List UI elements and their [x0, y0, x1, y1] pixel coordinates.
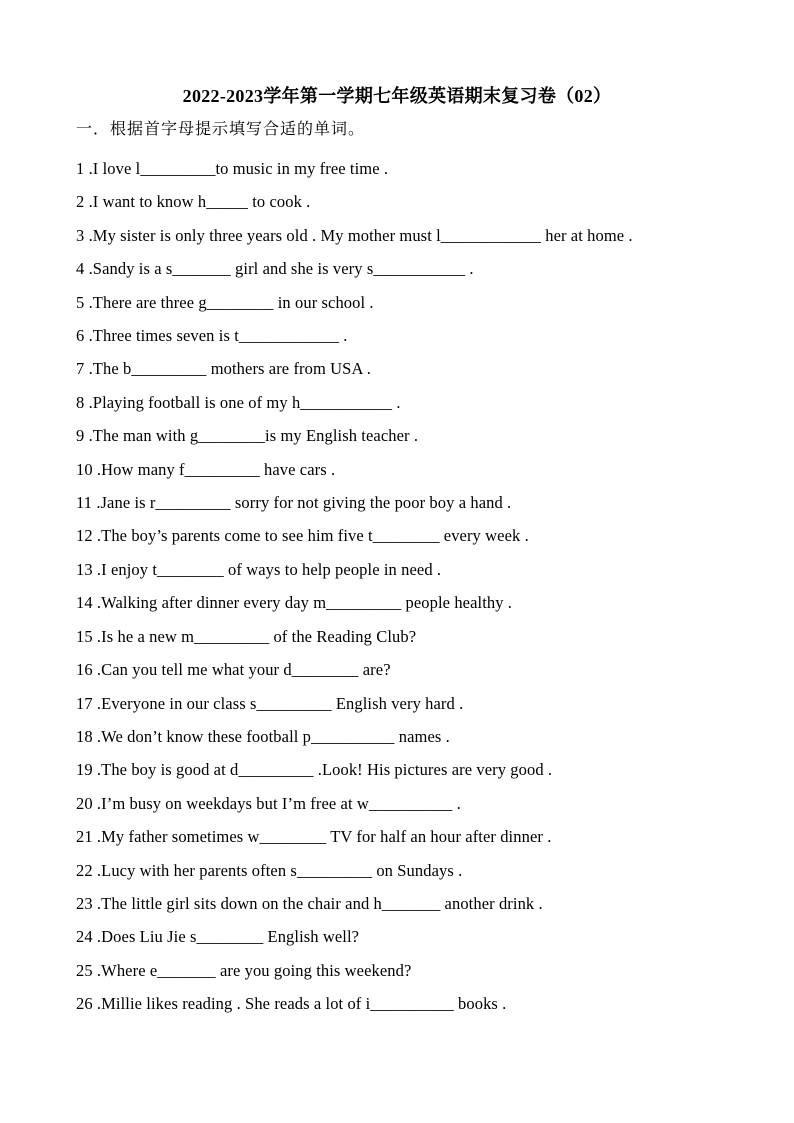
question-item: 26 .Millie likes reading . She reads a lot of i__________ books . — [76, 994, 507, 1014]
question-item: 16 .Can you tell me what your d________ are? — [76, 660, 391, 680]
question-item: 25 .Where e_______ are you going this weekend? — [76, 960, 412, 980]
question-item: 2 .I want to know h_____ to cook . — [76, 192, 311, 212]
question-item: 1 .I love l_________to music in my free time . — [76, 159, 389, 178]
question-item: 11 .Jane is r_________ sorry for not giving the poor boy a hand . — [76, 493, 512, 513]
question-item: 23 .The little girl sits down on the chair and h_______ another drink . — [76, 893, 543, 913]
question-item: 24 .Does Liu Jie s________ English well? — [76, 927, 360, 947]
question-item: 21 .My father sometimes w________ TV for half an hour after dinner . — [76, 827, 552, 847]
question-item: 9 .The man with g________is my English teacher . — [76, 426, 419, 446]
section-heading: 一．根据首字母提示填写合适的单词。 — [76, 119, 366, 138]
question-item: 14 .Walking after dinner every day m_________ people healthy . — [76, 593, 513, 613]
question-item: 22 .Lucy with her parents often s_________ on Sundays . — [76, 860, 463, 880]
question-item: 17 .Everyone in our class s_________ English very hard . — [76, 693, 464, 713]
question-item: 3 .My sister is only three years old . My mother must l____________ her at home . — [76, 225, 633, 245]
question-item: 4 .Sandy is a s_______ girl and she is very s___________ . — [76, 259, 474, 279]
question-item: 7 .The b_________ mothers are from USA . — [76, 359, 371, 379]
question-item: 8 .Playing football is one of my h___________ . — [76, 392, 401, 412]
page-title: 2022-2023学年第一学期七年级英语期末复习卷（02） — [182, 86, 612, 106]
question-item: 6 .Three times seven is t____________ . — [76, 326, 348, 346]
question-item: 20 .I’m busy on weekdays but I’m free at w__________ . — [76, 793, 461, 813]
question-list — [76, 152, 721, 1021]
question-item: 15 .Is he a new m_________ of the Reading Club? — [76, 626, 417, 646]
question-item: 13 .I enjoy t________ of ways to help people in need . — [76, 559, 442, 579]
question-item: 10 .How many f_________ have cars . — [76, 459, 336, 479]
question-item: 18 .We don’t know these football p__________ names . — [76, 726, 450, 746]
question-item: 5 .There are three g________ in our school . — [76, 292, 374, 312]
question-item: 12 .The boy’s parents come to see him five t________ every week . — [76, 526, 529, 546]
question-item: 19 .The boy is good at d_________ .Look! His pictures are very good . — [76, 760, 553, 780]
